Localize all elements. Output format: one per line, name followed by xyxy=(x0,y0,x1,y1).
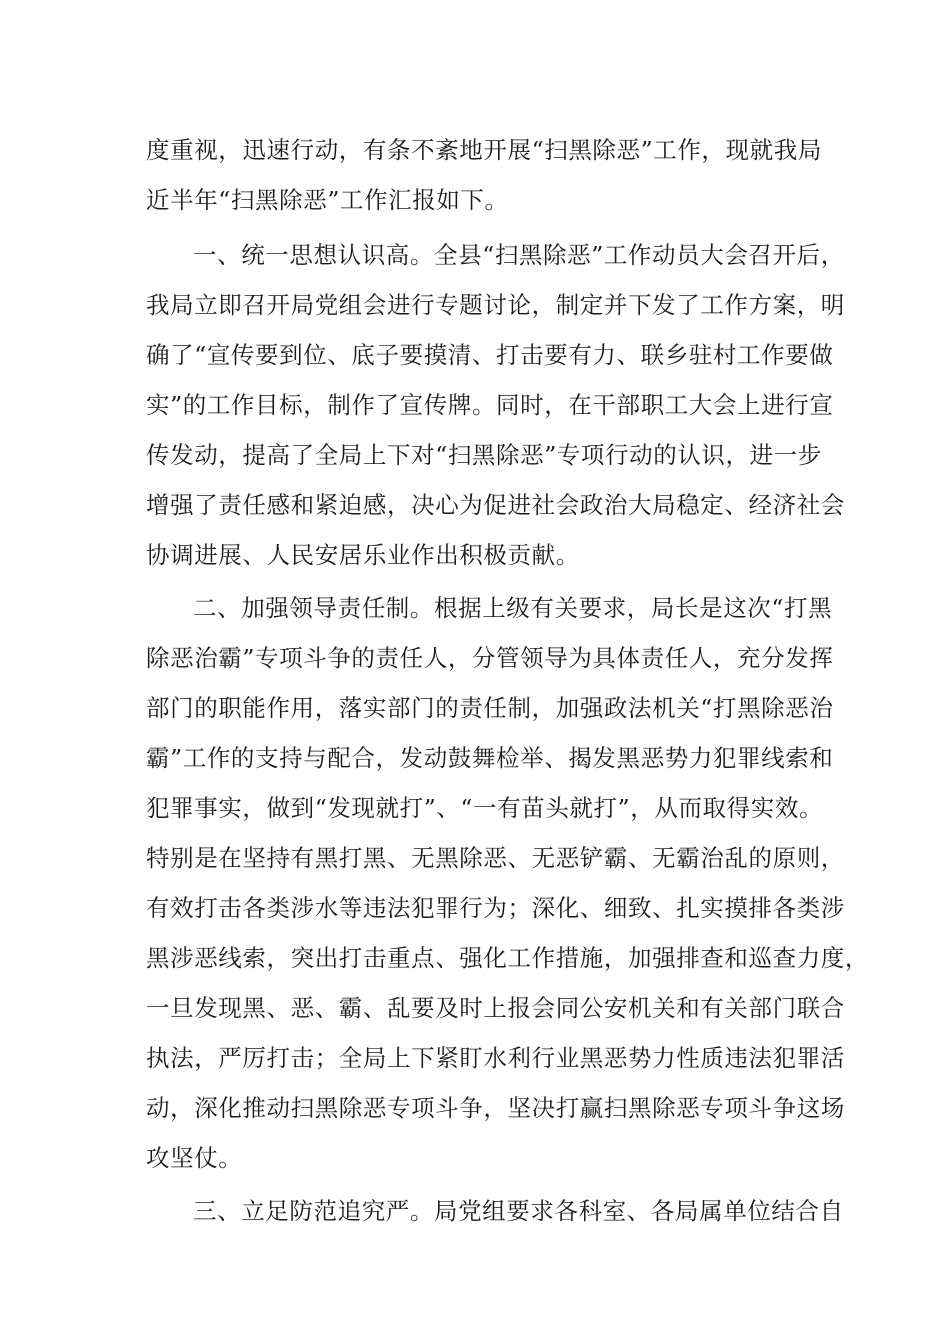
text-line-19: 执法，严厉打击；全局上下紧盯水利行业黑恶势力性质违法犯罪活 xyxy=(146,1044,845,1072)
text-line-20: 动，深化推动扫黑除恶专项斗争，坚决打赢扫黑除恶专项斗争这场 xyxy=(146,1094,845,1122)
text-line-1: 度重视，迅速行动，有条不紊地开展“扫黑除恶”工作，现就我局 xyxy=(146,136,822,164)
text-line-11: 除恶治霸”专项斗争的责任人，分管领导为具体责任人，充分发挥 xyxy=(146,644,834,672)
text-line-2: 近半年“扫黑除恶”工作汇报如下。 xyxy=(146,186,509,214)
text-line-13: 霸”工作的支持与配合，发动鼓舞检举、揭发黑恶势力犯罪线索和 xyxy=(146,744,834,772)
text-line-14: 犯罪事实，做到“发现就打”、“一有苗头就打”，从而取得实效。 xyxy=(146,794,824,822)
text-line-17: 黑涉恶线索，突出打击重点、强化工作措施，加强排查和巡查力度， xyxy=(146,944,869,972)
text-line-18: 一旦发现黑、恶、霸、乱要及时上报会同公安机关和有关部门联合 xyxy=(146,994,845,1022)
text-line-5: 确了“宣传要到位、底子要摸清、打击要有力、联乡驻村工作要做 xyxy=(146,341,834,369)
text-line-3-section-1-heading: 一、统一思想认识高。全县“扫黑除恶”工作动员大会召开后， xyxy=(193,241,845,269)
text-line-15: 特别是在坚持有黑打黑、无黑除恶、无恶铲霸、无霸治乱的原则， xyxy=(146,844,845,872)
text-line-7: 传发动，提高了全局上下对“扫黑除恶”专项行动的认识，进一步 xyxy=(146,441,822,469)
text-line-9: 协调进展、人民安居乐业作出积极贡献。 xyxy=(146,541,580,569)
text-line-22-section-3-heading: 三、立足防范追究严。局党组要求各科室、各局属单位结合自 xyxy=(193,1197,844,1225)
text-line-4: 我局立即召开局党组会进行专题讨论，制定并下发了工作方案，明 xyxy=(146,291,845,319)
text-line-16: 有效打击各类涉水等违法犯罪行为；深化、细致、扎实摸排各类涉 xyxy=(146,894,845,922)
text-line-12: 部门的职能作用，落实部门的责任制，加强政法机关“打黑除恶治 xyxy=(146,694,834,722)
text-line-21: 攻坚仗。 xyxy=(146,1144,243,1172)
text-line-6: 实”的工作目标，制作了宣传牌。同时，在干部职工大会上进行宣 xyxy=(146,391,834,419)
text-line-10-section-2-heading: 二、加强领导责任制。根据上级有关要求，局长是这次“打黑 xyxy=(193,594,833,622)
text-line-8: 增强了责任感和紧迫感，决心为促进社会政治大局稳定、经济社会 xyxy=(146,491,845,519)
